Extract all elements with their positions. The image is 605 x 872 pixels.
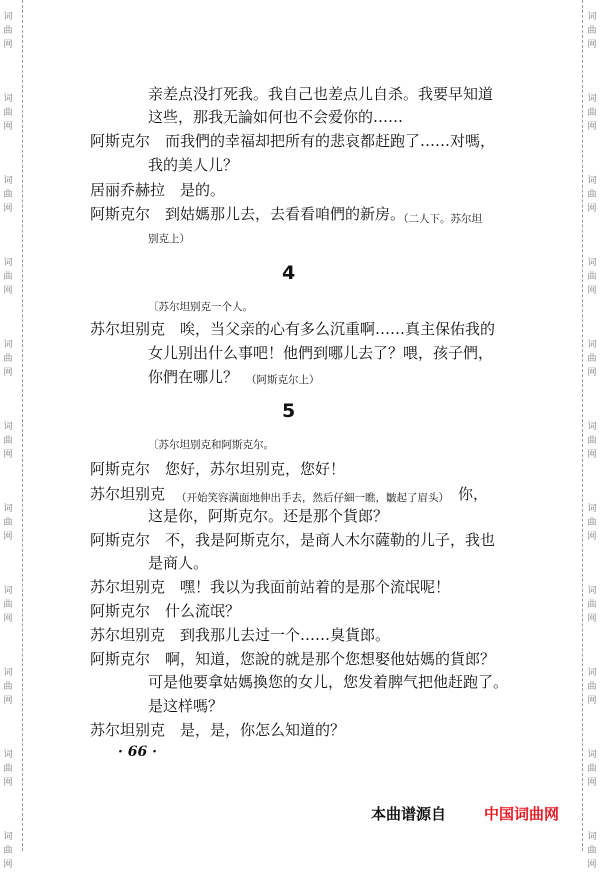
text-line: 苏尔坦别克 到我那儿去过一个……臭貨郎。 — [90, 626, 391, 644]
scene-number-4: 4 — [282, 262, 296, 284]
text-line: 我的美人儿？ — [148, 156, 239, 174]
watermark-glyph: 曲 — [3, 764, 13, 774]
text-line: 阿斯克尔 啊，知道，您說的就是那个您想娶他姑媽的貨郎？ — [90, 650, 496, 668]
watermark-glyph: 网 — [587, 122, 597, 132]
watermark-glyph: 网 — [3, 450, 13, 460]
watermark-glyph: 词 — [3, 668, 13, 678]
watermark-glyph: 词 — [3, 258, 13, 268]
watermark-glyph: 曲 — [3, 272, 13, 282]
watermark-glyph: 曲 — [587, 518, 597, 528]
scene-number-5: 5 — [282, 400, 296, 422]
stage-direction: （阿斯克尔上） — [246, 374, 320, 386]
watermark-glyph: 词 — [587, 750, 597, 760]
text-line: 你， — [458, 485, 489, 503]
text-line: 这些，那我无論如何也不会爱你的…… — [148, 108, 404, 126]
watermark-glyph: 网 — [587, 286, 597, 296]
text-line: 阿斯克尔 什么流氓？ — [90, 602, 241, 620]
watermark-glyph: 词 — [587, 258, 597, 268]
watermark-glyph: 网 — [3, 204, 13, 214]
watermark-glyph: 词 — [3, 422, 13, 432]
watermark-glyph: 曲 — [587, 26, 597, 36]
watermark-glyph: 网 — [587, 368, 597, 378]
watermark-glyph: 网 — [3, 778, 13, 788]
text-line: 苏尔坦别克 — [90, 485, 166, 503]
text-line: 你們在哪儿？ — [148, 368, 239, 386]
watermark-glyph: 网 — [587, 40, 597, 50]
page-number: · 66 · — [118, 744, 157, 760]
watermark-glyph: 网 — [3, 696, 13, 706]
text-line: 是这样嗎？ — [148, 697, 224, 715]
footer-site-name[interactable]: 中国词曲网 — [484, 805, 560, 823]
watermark-glyph: 曲 — [3, 354, 13, 364]
text-line: 阿斯克尔 不，我是阿斯克尔，是商人木尔薩勒的儿子，我也 — [90, 531, 496, 549]
stage-direction: （开始笑容满面地伸出手去，然后仔細一瞧，皺起了眉头） — [176, 492, 449, 504]
watermark-glyph: 网 — [3, 286, 13, 296]
footer-source-text: 本曲谱源自 — [371, 805, 447, 823]
watermark-glyph: 词 — [587, 12, 597, 22]
text-line: 苏尔坦别克 嘿！我以为我面前站着的是那个流氓呢！ — [90, 578, 451, 596]
watermark-glyph: 曲 — [587, 764, 597, 774]
watermark-glyph: 网 — [587, 860, 597, 870]
text-line: 阿斯克尔 到姑媽那儿去，去看看咱們的新房。 — [90, 205, 406, 223]
watermark-glyph: 曲 — [3, 436, 13, 446]
watermark-glyph: 词 — [587, 176, 597, 186]
watermark-glyph: 词 — [587, 832, 597, 842]
watermark-glyph: 曲 — [3, 518, 13, 528]
watermark-glyph: 网 — [587, 614, 597, 624]
watermark-glyph: 网 — [587, 778, 597, 788]
stage-direction: 别克上） — [148, 233, 190, 245]
watermark-glyph: 网 — [587, 450, 597, 460]
watermark-glyph: 曲 — [3, 26, 13, 36]
text-line: 居丽乔赫拉 是的。 — [90, 181, 226, 199]
watermark-glyph: 词 — [3, 504, 13, 514]
watermark-glyph: 词 — [587, 586, 597, 596]
text-line: 苏尔坦别克 是，是，你怎么知道的？ — [90, 721, 346, 739]
watermark-glyph: 曲 — [587, 682, 597, 692]
watermark-glyph: 曲 — [587, 272, 597, 282]
text-line: 可是他要拿姑媽換您的女儿，您发着脾气把他赶跑了。 — [148, 673, 509, 691]
watermark-glyph: 曲 — [587, 436, 597, 446]
watermark-glyph: 网 — [587, 204, 597, 214]
watermark-glyph: 曲 — [587, 600, 597, 610]
watermark-glyph: 网 — [3, 614, 13, 624]
watermark-glyph: 词 — [587, 340, 597, 350]
watermark-glyph: 词 — [587, 94, 597, 104]
watermark-glyph: 词 — [3, 340, 13, 350]
watermark-glyph: 曲 — [587, 846, 597, 856]
watermark-glyph: 曲 — [587, 190, 597, 200]
watermark-glyph: 网 — [3, 122, 13, 132]
text-line: 是商人。 — [148, 554, 209, 572]
watermark-glyph: 曲 — [587, 354, 597, 364]
watermark-glyph: 词 — [3, 586, 13, 596]
watermark-glyph: 词 — [3, 750, 13, 760]
text-line: 阿斯克尔 而我們的幸福却把所有的悲哀都赶跑了……对嗎， — [90, 132, 496, 150]
watermark-glyph: 曲 — [3, 682, 13, 692]
watermark-glyph: 曲 — [587, 108, 597, 118]
watermark-glyph: 词 — [587, 504, 597, 514]
watermark-glyph: 网 — [3, 532, 13, 542]
watermark-glyph: 词 — [3, 94, 13, 104]
watermark-glyph: 词 — [3, 832, 13, 842]
watermark-glyph: 词 — [3, 176, 13, 186]
watermark-glyph: 曲 — [3, 846, 13, 856]
stage-direction: 〔苏尔坦别克一个人。 — [148, 301, 253, 313]
text-line: 阿斯克尔 您好，苏尔坦别克，您好！ — [90, 460, 346, 478]
watermark-glyph: 词 — [3, 12, 13, 22]
watermark-glyph: 曲 — [3, 600, 13, 610]
watermark-glyph: 网 — [3, 860, 13, 870]
text-line: 亲差点没打死我。我自己也差点儿自杀。我要早知道 — [148, 85, 494, 103]
watermark-glyph: 词 — [587, 422, 597, 432]
stage-direction: 〔苏尔坦别克和阿斯克尔。 — [148, 439, 274, 451]
text-line: 这是你，阿斯克尔。还是那个貨郎？ — [148, 507, 389, 525]
text-line: 女儿别出什么事吧！他們到哪儿去了？喂，孩子們， — [148, 344, 494, 362]
watermark-glyph: 曲 — [3, 108, 13, 118]
watermark-glyph: 曲 — [3, 190, 13, 200]
text-line: 苏尔坦别克 唉，当父亲的心有多么沉重啊……真主保佑我的 — [90, 320, 496, 338]
watermark-glyph: 网 — [3, 40, 13, 50]
watermark-glyph: 网 — [587, 696, 597, 706]
watermark-glyph: 词 — [587, 668, 597, 678]
stage-direction: （二人下。苏尔坦 — [398, 213, 482, 225]
watermark-glyph: 网 — [587, 532, 597, 542]
watermark-glyph: 网 — [3, 368, 13, 378]
